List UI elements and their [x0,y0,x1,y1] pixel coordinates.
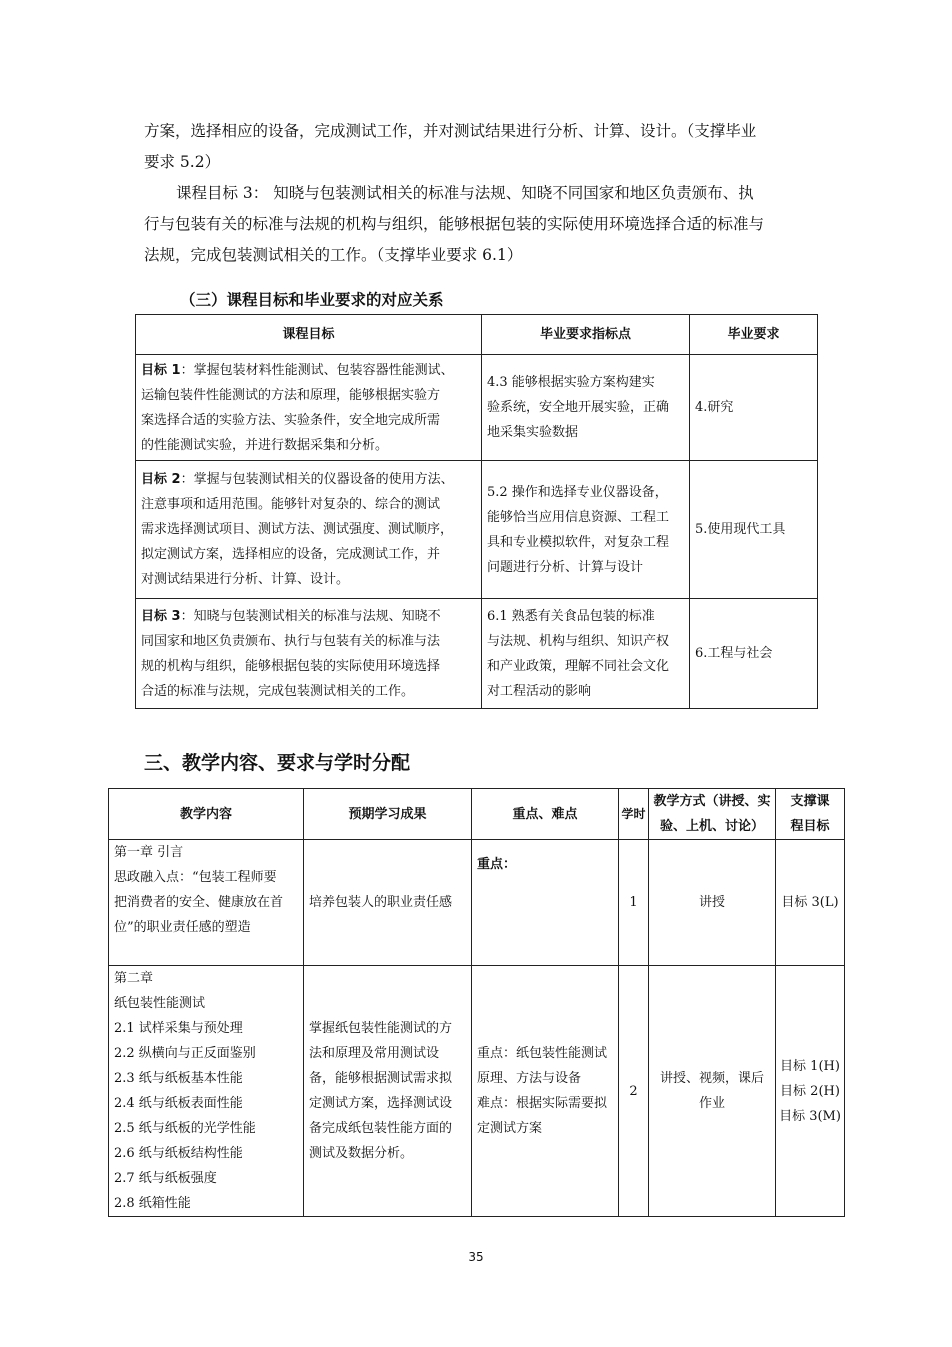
table-row [136,355,818,461]
text-line: 方案，选择相应的设备，完成测试工作，并对测试结果进行分析、计算、设计。（支撑毕业 [144,122,757,140]
indicator-text: 验系统，安全地开展实验，正确 [487,400,670,415]
intro-paragraph-2 [144,178,810,271]
goal-text: 同国家和地区负责颁布、执行与包装有关的标准与法 [141,633,441,649]
header-method-line: 验、上机、讨论） [659,819,764,834]
goal-cell [136,461,482,599]
key-points-cell [472,966,619,1217]
support-line: 目标 3(L) [781,895,839,910]
table-row [136,599,818,709]
content-line: 2.4 纸与纸板表面性能 [114,1096,243,1111]
header-key-points: 重点、难点 [472,789,619,840]
method-line: 讲授、视频，课后 [659,1071,764,1086]
key-line: 重点： [477,857,517,872]
content-line: 2.1 试样采集与预处理 [114,1021,243,1036]
method-line: 讲授 [698,895,725,910]
subsection-title: （三）课程目标和毕业要求的对应关系 [180,291,444,309]
goal-text: 对测试结果进行分析、计算、设计。 [141,572,350,587]
indicator-text: 与法规、机构与组织、知识产权 [487,633,670,649]
key-line: 原理、方法与设备 [477,1071,582,1086]
goal-text: ：掌握包装材料性能测试、包装容器性能测试、 [180,362,454,378]
goal-lead: 目标 3 [141,608,181,624]
indicator-cell [482,461,690,599]
outcome-line: 掌握纸包装性能测试的方 [309,1021,453,1036]
key-line: 难点：根据实际需要拟 [477,1096,608,1111]
goal-text: ：知晓与包装测试相关的标准与法规、知晓不 [180,608,441,624]
page-number: 35 [468,1250,484,1264]
content-line: 思政融入点：“包装工程师要 [114,870,277,885]
key-line: 定测试方案 [477,1121,543,1136]
indicator-text: 具和专业模拟软件，对复杂工程 [487,534,670,550]
table-row [109,840,845,966]
text-line: 要求 5.2） [144,153,221,171]
table-row [136,461,818,599]
header-support [776,789,845,840]
header-hours: 学时 [619,789,649,840]
hours-cell: 2 [619,966,649,1217]
outcome-line: 测试及数据分析。 [309,1146,414,1161]
section-title: 三、教学内容、要求与学时分配 [144,752,411,774]
goal-lead: 目标 2 [141,472,181,487]
header-outcome: 预期学习成果 [304,789,472,840]
header-content: 教学内容 [109,789,304,840]
content-cell [109,840,304,966]
outcome-cell [304,840,472,966]
indicator-text: 6.1 熟悉有关食品包装的标准 [487,608,655,624]
header-goal: 课程目标 [136,315,482,355]
text-line: 课程目标 3： 知晓与包装测试相关的标准与法规、知晓不同国家和地区负责颁布、执 [176,184,754,202]
content-line: 第一章 引言 [114,845,184,860]
content-line: 位”的职业责任感的塑造 [114,920,251,935]
header-support-line: 支撑课 [790,794,830,809]
table-header-row [109,789,845,840]
goal-cell [136,355,482,461]
outcome-cell [304,966,472,1217]
content-line: 2.2 纵横向与正反面鉴别 [114,1046,256,1061]
teaching-content-table [108,788,845,1217]
outcome-line: 备，能够根据测试需求拟 [309,1071,453,1086]
support-line: 目标 2(H) [780,1083,840,1099]
goal-cell [136,599,482,709]
goal-text: 的性能测试实验，并进行数据采集和分析。 [141,437,389,453]
support-line: 目标 3(M) [779,1108,841,1124]
goal-text: 合适的标准与法规，完成包装测试相关的工作。 [141,683,415,699]
content-line: 2.5 纸与纸板的光学性能 [114,1121,256,1136]
method-cell [649,966,776,1217]
indicator-cell [482,355,690,461]
text-line: 法规，完成包装测试相关的工作。（支撑毕业要求 6.1） [144,246,523,264]
indicator-text: 5.2 操作和选择专业仪器设备， [487,484,668,500]
goal-text: 案选择合适的实验方法、实验条件，安全地完成所需 [141,412,441,428]
support-cell [776,966,845,1217]
hours-cell: 1 [619,840,649,966]
indicator-text: 和产业政策，理解不同社会文化 [487,658,670,674]
outcome-line: 定测试方案，选择测试设 [309,1096,453,1111]
key-line: 重点：纸包装性能测试 [477,1046,608,1061]
header-requirement: 毕业要求 [690,315,818,355]
outcome-line: 法和原理及常用测试设 [309,1046,440,1061]
content-line: 2.7 纸与纸板强度 [114,1171,217,1186]
support-line: 目标 1(H) [780,1058,840,1074]
requirement-cell: 6.工程与社会 [690,599,818,709]
support-cell [776,840,845,966]
goal-text: 运输包装件性能测试的方法和原理，能够根据实验方 [141,387,441,403]
indicator-text: 4.3 能够根据实验方案构建实 [487,375,655,390]
content-cell [109,966,304,1217]
goal-text: 需求选择测试项目、测试方法、测试强度、测试顺序， [141,522,454,537]
header-method-line: 教学方式（讲授、实 [653,794,771,809]
content-line: 纸包装性能测试 [114,996,206,1011]
goal-text: 拟定测试方案，选择相应的设备，完成测试工作，并 [141,547,441,562]
content-line: 2.8 纸箱性能 [114,1196,191,1211]
goal-text: 注意事项和适用范围。能够针对复杂的、综合的测试 [141,497,441,512]
indicator-cell [482,599,690,709]
content-line: 把消费者的安全、健康放在首 [114,895,284,910]
text-line: 行与包装有关的标准与法规的机构与组织，能够根据包装的实际使用环境选择合适的标准与 [144,215,765,233]
header-indicator: 毕业要求指标点 [482,315,690,355]
requirement-cell: 4.研究 [690,355,818,461]
outcome-line: 培养包装人的职业责任感 [309,895,453,910]
key-points-cell [472,840,619,966]
outcome-line: 备完成纸包装性能方面的 [309,1121,453,1136]
method-cell [649,840,776,966]
goal-text: ：掌握与包装测试相关的仪器设备的使用方法、 [180,472,454,487]
content-line: 2.6 纸与纸板结构性能 [114,1146,243,1161]
header-method [649,789,776,840]
method-line: 作业 [698,1096,725,1111]
table-row [109,966,845,1217]
goal-lead: 目标 1 [141,362,181,378]
objectives-table [135,314,818,709]
indicator-text: 地采集实验数据 [487,425,579,440]
content-line: 第二章 [114,971,154,986]
content-line: 2.3 纸与纸板基本性能 [114,1071,243,1086]
goal-text: 规的机构与组织，能够根据包装的实际使用环境选择 [141,658,441,674]
indicator-text: 对工程活动的影响 [487,683,592,699]
intro-paragraph-1 [144,116,810,178]
table-header-row [136,315,818,355]
indicator-text: 能够恰当应用信息资源、工程工 [487,509,670,525]
requirement-cell: 5.使用现代工具 [690,461,818,599]
header-support-line: 程目标 [790,819,830,834]
indicator-text: 问题进行分析、计算与设计 [487,559,644,575]
